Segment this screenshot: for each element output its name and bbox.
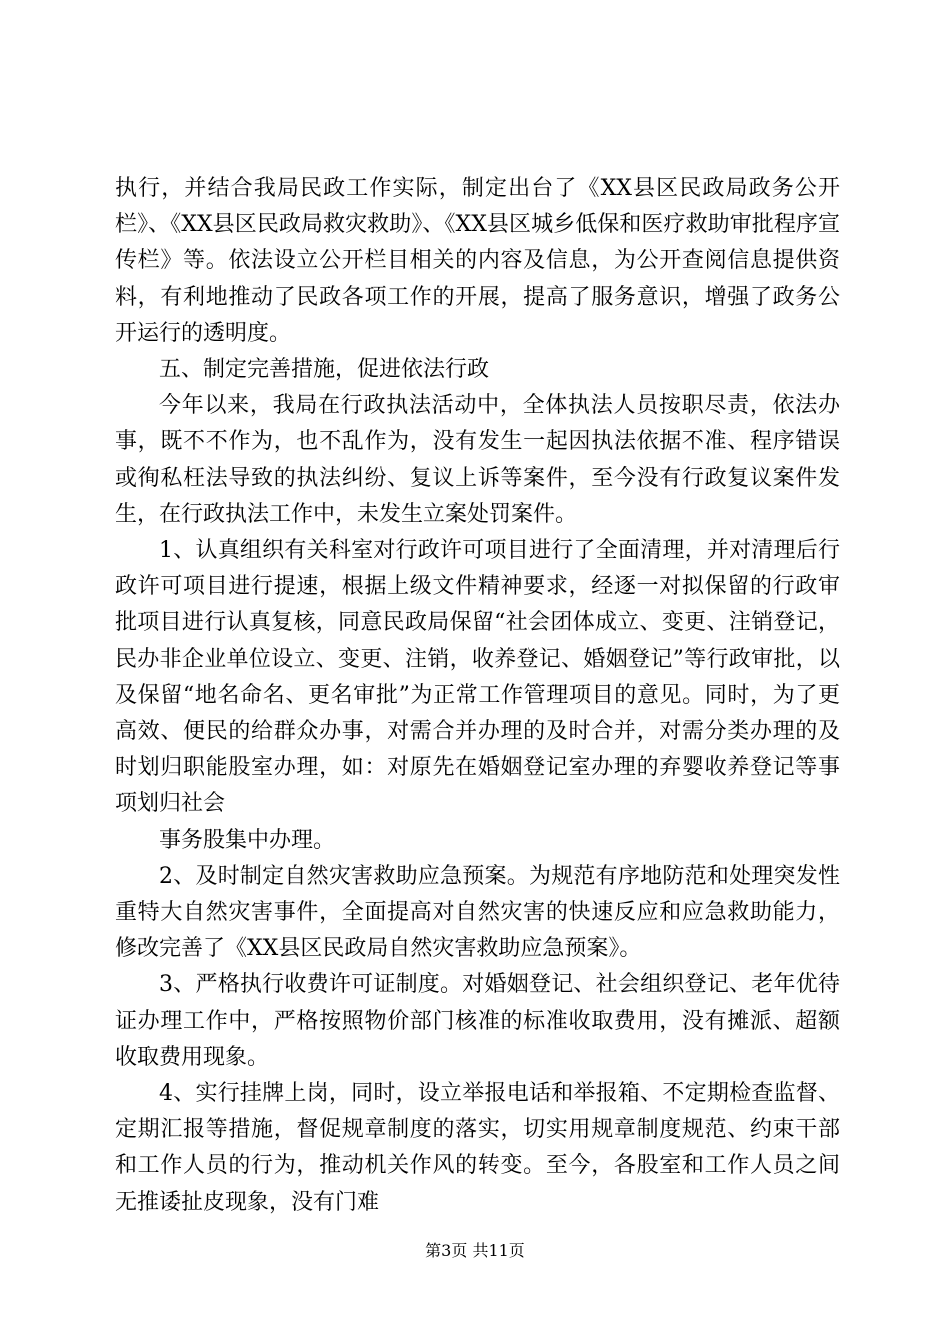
paragraph-item-2: 2、及时制定自然灾害救助应急预案。为规范有序地防范和处理突发性重特大自然灾害事件，全面提高对自然灾害的快速反应和应急救助能力，修改完善了《XX县区民政局自然灾害救助应急预案》。 — [115, 863, 840, 962]
page-footer: 第3页 共11页 — [425, 1241, 525, 1260]
paragraph-item-1-continued: 事务股集中办理。 — [159, 827, 336, 853]
section-heading: 五、制定完善措施，促进依法行政 — [159, 357, 490, 383]
document-body — [115, 171, 840, 1221]
paragraph: 今年以来，我局在行政执法活动中，全体执法人员按职尽责，依法办事，既不不作为，也不乱作为，没有发生一起因执法依据不准、程序错误或徇私枉法导致的执法纠纷、复议上诉等案件，至今没有行政复议案件发生，在行政执法工作中，未发生立案处罚案件。 — [115, 393, 840, 527]
paragraph-continuation: 执行，并结合我局民政工作实际，制定出台了《XX县区民政局政务公开栏》、《XX县区民政局救灾救助》、《XX县区城乡低保和医疗救助审批程序宣传栏》等。依法设立公开栏目相关的内容及信息，为公开查阅信息提供资料，有利地推动了民政各项工作的开展，提高了服务意识，增强了政务公开运行的透明度。 — [115, 176, 840, 346]
paragraph-item-3: 3、严格执行收费许可证制度。对婚姻登记、社会组织登记、老年优待证办理工作中，严格按照物价部门核准的标准收取费用，没有摊派、超额收取费用现象。 — [115, 972, 840, 1070]
paragraph-item-1: 1、认真组织有关科室对行政许可项目进行了全面清理，并对清理后行政许可项目进行提速，根据上级文件精神要求，经逐一对拟保留的行政审批项目进行认真复核，同意民政局保留“社会团体成立、变更、注销登记，民办非企业单位设立、变更、注销，收养登记、婚姻登记”等行政审批，以及保留“地名命名、更名审批”为正常工作管理项目的意见。同时，为了更高效、便民的给群众办事，对需合并办理的及时合并，对需分类办理的及时划归职能股室办理，如：对原先在婚姻登记室办理的弃婴收养登记等事项划归社会 — [115, 538, 840, 817]
paragraph-item-4: 4、实行挂牌上岗，同时，设立举报电话和举报箱、不定期检查监督、定期汇报等措施，督促规章制度的落实，切实用规章制度规范、约束干部和工作人员的行为，推动机关作风的转变。至今，各股室和工作人员之间无推诿扯皮现象，没有门难 — [115, 1081, 840, 1215]
